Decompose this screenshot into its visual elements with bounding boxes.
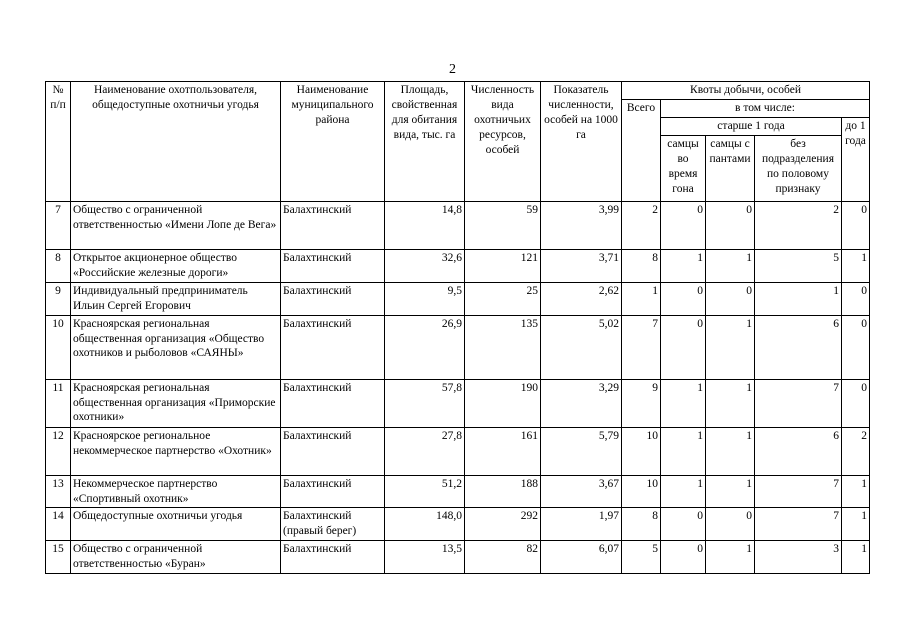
row-name: Красноярское региональное некоммерческое партнерство «Охотник» <box>71 427 281 475</box>
row-population: 25 <box>465 282 541 315</box>
row-males-antlers: 0 <box>706 282 755 315</box>
row-population: 161 <box>465 427 541 475</box>
header-district: Наименование муниципального района <box>281 82 385 202</box>
row-males-rut: 1 <box>661 475 706 508</box>
row-total: 7 <box>622 315 661 379</box>
row-name: Открытое акционерное общество «Российские железные дороги» <box>71 249 281 282</box>
row-district: Балахтинский <box>281 282 385 315</box>
table-body <box>46 201 870 573</box>
row-total: 8 <box>622 249 661 282</box>
row-district: Балахтинский <box>281 315 385 379</box>
header-name: Наименование охотпользователя, общедоступные охотничьи угодья <box>71 82 281 202</box>
row-area: 148,0 <box>385 508 465 541</box>
row-males-antlers: 1 <box>706 249 755 282</box>
row-name: Красноярская региональная общественная организация «Общество охотников и рыболовов «САЯНЫ» <box>71 315 281 379</box>
quota-table <box>45 81 870 574</box>
header-quota: Квоты добычи, особей <box>622 82 870 100</box>
row-population: 59 <box>465 201 541 249</box>
row-area: 57,8 <box>385 379 465 427</box>
row-district: Балахтинский <box>281 201 385 249</box>
table-row <box>46 379 870 427</box>
header-males-rut: самцы во время гона <box>661 135 706 201</box>
row-area: 14,8 <box>385 201 465 249</box>
header-density: Показатель численности, особей на 1000 га <box>541 82 622 202</box>
row-population: 121 <box>465 249 541 282</box>
row-name: Общедоступные охотничьи угодья <box>71 508 281 541</box>
row-under1: 1 <box>842 475 870 508</box>
row-name: Общество с ограниченной ответственностью «Буран» <box>71 541 281 574</box>
row-under1: 1 <box>842 541 870 574</box>
row-under1: 0 <box>842 282 870 315</box>
row-district: Балахтинский <box>281 379 385 427</box>
row-no-sex: 7 <box>755 379 842 427</box>
row-number: 10 <box>46 315 71 379</box>
row-area: 51,2 <box>385 475 465 508</box>
row-total: 10 <box>622 427 661 475</box>
row-population: 188 <box>465 475 541 508</box>
row-males-antlers: 0 <box>706 201 755 249</box>
header-older: старше 1 года <box>661 117 842 135</box>
row-district: Балахтинский <box>281 249 385 282</box>
table-row <box>46 475 870 508</box>
row-total: 5 <box>622 541 661 574</box>
row-number: 7 <box>46 201 71 249</box>
row-density: 5,79 <box>541 427 622 475</box>
row-no-sex: 7 <box>755 475 842 508</box>
row-males-antlers: 1 <box>706 379 755 427</box>
header-under1: до 1 года <box>842 117 870 201</box>
row-density: 2,62 <box>541 282 622 315</box>
row-males-rut: 0 <box>661 201 706 249</box>
row-under1: 1 <box>842 508 870 541</box>
row-no-sex: 2 <box>755 201 842 249</box>
row-name: Красноярская региональная общественная организация «Приморские охотники» <box>71 379 281 427</box>
header-num: № п/п <box>46 82 71 202</box>
row-no-sex: 7 <box>755 508 842 541</box>
row-males-antlers: 0 <box>706 508 755 541</box>
row-density: 3,67 <box>541 475 622 508</box>
row-density: 3,71 <box>541 249 622 282</box>
row-population: 82 <box>465 541 541 574</box>
row-density: 3,99 <box>541 201 622 249</box>
row-no-sex: 5 <box>755 249 842 282</box>
row-no-sex: 6 <box>755 427 842 475</box>
row-total: 1 <box>622 282 661 315</box>
row-district: Балахтинский <box>281 541 385 574</box>
row-total: 8 <box>622 508 661 541</box>
row-area: 13,5 <box>385 541 465 574</box>
row-total: 10 <box>622 475 661 508</box>
row-number: 12 <box>46 427 71 475</box>
row-number: 14 <box>46 508 71 541</box>
row-no-sex: 3 <box>755 541 842 574</box>
table-row <box>46 427 870 475</box>
row-number: 8 <box>46 249 71 282</box>
row-males-antlers: 1 <box>706 541 755 574</box>
row-area: 26,9 <box>385 315 465 379</box>
row-number: 9 <box>46 282 71 315</box>
table-row <box>46 249 870 282</box>
header-population: Численность вида охотничьих ресурсов, особей <box>465 82 541 202</box>
row-area: 27,8 <box>385 427 465 475</box>
table-row <box>46 201 870 249</box>
row-under1: 0 <box>842 315 870 379</box>
row-males-rut: 1 <box>661 379 706 427</box>
row-density: 6,07 <box>541 541 622 574</box>
row-number: 15 <box>46 541 71 574</box>
row-males-rut: 1 <box>661 249 706 282</box>
row-under1: 0 <box>842 379 870 427</box>
row-population: 292 <box>465 508 541 541</box>
row-number: 11 <box>46 379 71 427</box>
row-name: Индивидуальный предприниматель Ильин Сергей Егорович <box>71 282 281 315</box>
table-row <box>46 282 870 315</box>
row-males-rut: 0 <box>661 315 706 379</box>
row-males-antlers: 1 <box>706 427 755 475</box>
row-males-antlers: 1 <box>706 475 755 508</box>
header-males-antlers: самцы с пантами <box>706 135 755 201</box>
row-district: Балахтинский <box>281 475 385 508</box>
row-total: 9 <box>622 379 661 427</box>
row-under1: 2 <box>842 427 870 475</box>
row-males-rut: 1 <box>661 427 706 475</box>
row-name: Общество с ограниченной ответственностью «Имени Лопе де Вега» <box>71 201 281 249</box>
row-area: 32,6 <box>385 249 465 282</box>
table-row <box>46 315 870 379</box>
table-row <box>46 541 870 574</box>
row-under1: 1 <box>842 249 870 282</box>
row-area: 9,5 <box>385 282 465 315</box>
header-no-sex: без подразделения по половому признаку <box>755 135 842 201</box>
table-header <box>46 82 870 202</box>
header-including: в том числе: <box>661 99 870 117</box>
row-males-rut: 0 <box>661 282 706 315</box>
row-density: 5,02 <box>541 315 622 379</box>
row-number: 13 <box>46 475 71 508</box>
row-no-sex: 6 <box>755 315 842 379</box>
row-population: 190 <box>465 379 541 427</box>
row-no-sex: 1 <box>755 282 842 315</box>
row-under1: 0 <box>842 201 870 249</box>
row-density: 1,97 <box>541 508 622 541</box>
table-row <box>46 508 870 541</box>
row-males-rut: 0 <box>661 508 706 541</box>
page-number: 2 <box>449 62 456 77</box>
row-population: 135 <box>465 315 541 379</box>
row-males-rut: 0 <box>661 541 706 574</box>
header-total: Всего <box>622 99 661 201</box>
row-density: 3,29 <box>541 379 622 427</box>
row-district: Балахтинский <box>281 427 385 475</box>
row-total: 2 <box>622 201 661 249</box>
row-district: Балахтинский (правый берег) <box>281 508 385 541</box>
row-name: Некоммерческое партнерство «Спортивный охотник» <box>71 475 281 508</box>
header-area: Площадь, свойственная для обитания вида, тыс. га <box>385 82 465 202</box>
row-males-antlers: 1 <box>706 315 755 379</box>
